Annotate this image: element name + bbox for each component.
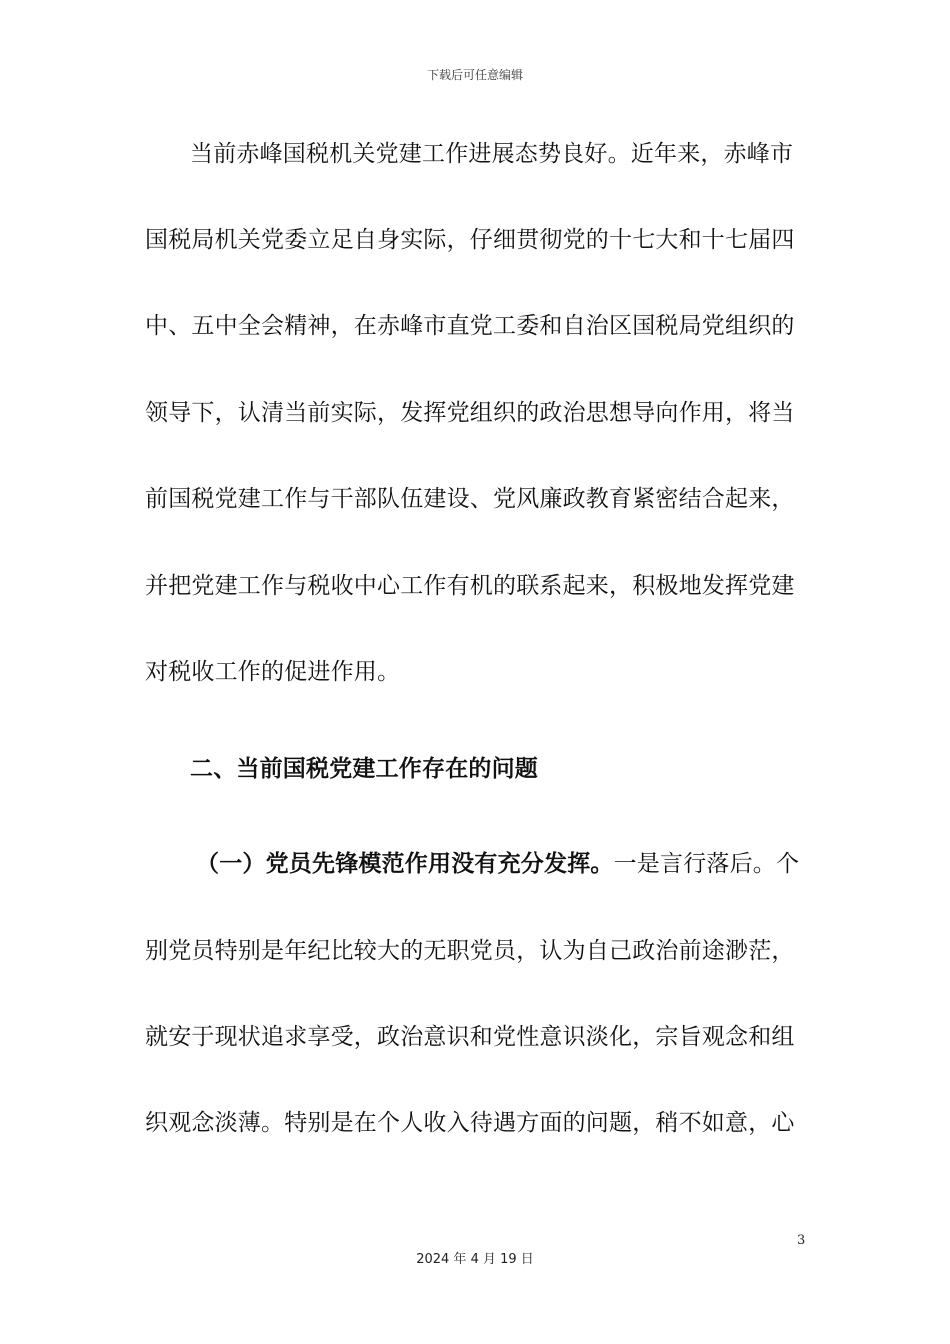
header-note: 下载后可任意编辑 (426, 68, 523, 82)
paragraph-line: 并把党建工作与税收中心工作有机的联系起来，积极地发挥党建 (145, 573, 795, 599)
paragraph-line: 领导下，认清当前实际，发挥党组织的政治思想导向作用，将当 (145, 400, 795, 426)
paragraph-line: 中、五中全会精神，在赤峰市直党工委和自治区国税局党组织的 (145, 313, 795, 339)
paragraph-line: 前国税党建工作与干部队伍建设、党风廉政教育紧密结合起来， (145, 486, 795, 512)
subsection-first-line-rest: 一是言行落后。个 (613, 851, 800, 877)
paragraph-line: 别党员特别是年纪比较大的无职党员，认为自己政治前途渺茫， (145, 938, 795, 964)
subsection-title: （一）党员先锋模范作用没有充分发挥。 (196, 851, 614, 877)
subsection-first-line (196, 853, 846, 876)
paragraph-line: 就安于现状追求享受，政治意识和党性意识淡化，宗旨观念和组 (145, 1024, 795, 1050)
section-heading: 二、当前国税党建工作存在的问题 (190, 756, 538, 782)
paragraph-line: 当前赤峰国税机关党建工作进展态势良好。近年来，赤峰市 (190, 141, 794, 167)
paragraph-line: 织观念淡薄。特别是在个人收入待遇方面的问题，稍不如意，心 (145, 1110, 795, 1136)
paragraph-line: 对税收工作的促进作用。 (145, 659, 401, 685)
paragraph-line: 国税局机关党委立足自身实际，仔细贯彻党的十七大和十七届四 (145, 227, 795, 253)
page-number: 3 (797, 1233, 806, 1248)
footer-date: 2024 年 4 月 19 日 (416, 1252, 534, 1267)
